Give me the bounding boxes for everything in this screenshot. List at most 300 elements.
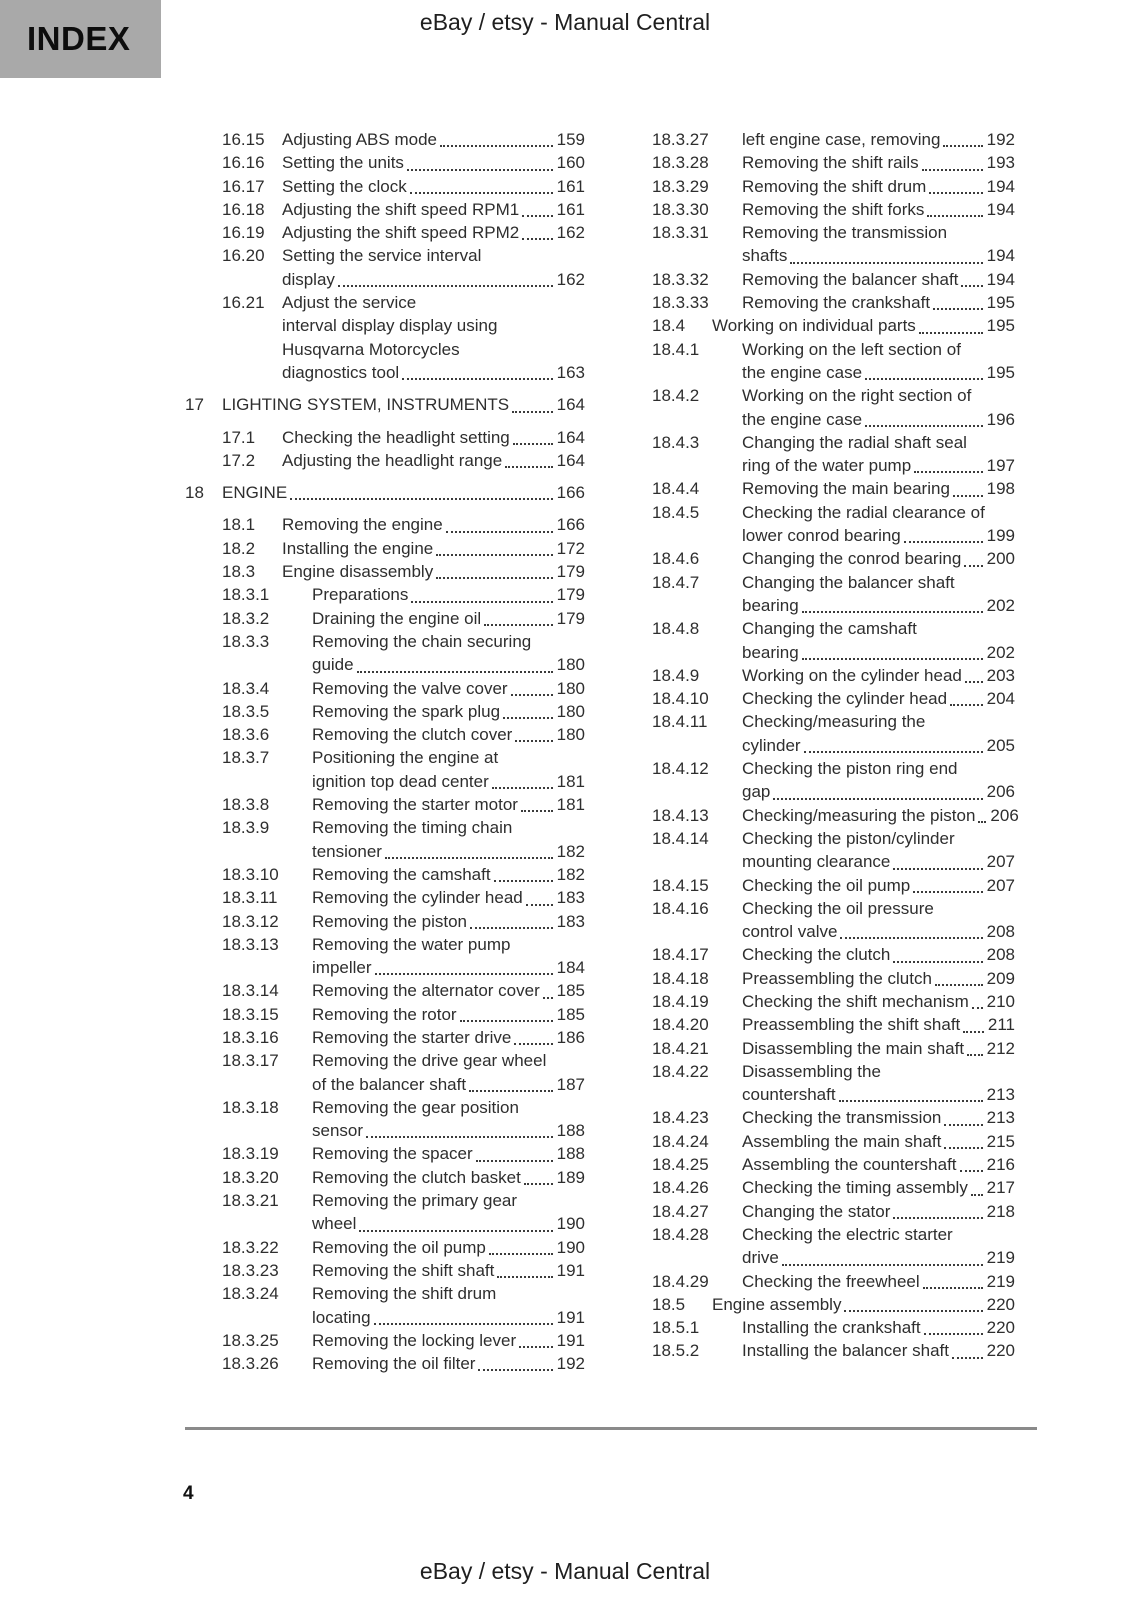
toc-entry-body	[742, 1316, 1015, 1339]
toc-entry	[222, 700, 585, 723]
toc-entry-page: 213	[986, 1085, 1015, 1105]
toc-entry-line	[312, 700, 585, 723]
toc-entry-body	[282, 560, 585, 583]
toc-entry-title: tensioner	[312, 841, 382, 861]
toc-entry	[652, 338, 1015, 385]
toc-entry-body	[282, 198, 585, 221]
toc-entry-number: 18	[185, 483, 204, 503]
toc-entry-body	[742, 990, 1015, 1013]
toc-entry-page: 219	[986, 1248, 1015, 1268]
dot-leader	[960, 1153, 983, 1172]
toc-entry-page: 199	[986, 526, 1015, 546]
toc-entry-number: 18.3.5	[222, 701, 270, 721]
toc-entry-title: ignition top dead center	[312, 771, 489, 791]
toc-entry	[652, 897, 1015, 944]
toc-entry-page: 180	[556, 701, 585, 721]
toc-entry-number: 18.4.18	[652, 968, 709, 988]
dot-leader	[978, 804, 986, 823]
dot-leader	[470, 910, 553, 929]
toc-entry-page: 219	[986, 1271, 1015, 1291]
toc-entry-line	[312, 1119, 585, 1142]
toc-entry	[652, 1130, 1015, 1153]
dot-leader	[924, 1316, 983, 1335]
toc-entry	[652, 1106, 1015, 1129]
toc-entry-number: 18.3.27	[652, 130, 709, 149]
toc-entry-title: Working on the cylinder head	[742, 665, 962, 685]
toc-entry-title: Removing the engine	[282, 515, 443, 535]
toc-entry-line	[222, 481, 585, 504]
toc-entry-number: 18.3.25	[222, 1330, 279, 1350]
toc-entry-title: countershaft	[742, 1085, 836, 1105]
toc-entry-title: drive	[742, 1248, 779, 1268]
toc-entry	[222, 677, 585, 700]
toc-entry-number: 18.3.1	[222, 585, 270, 605]
toc-entry-line	[312, 1189, 585, 1212]
toc-entry-page: 185	[556, 1004, 585, 1024]
toc-entry-line	[742, 501, 1015, 524]
toc-entry-line	[742, 1223, 1015, 1246]
toc-entry-number: 17.1	[222, 427, 256, 447]
toc-entry-body	[742, 1176, 1015, 1199]
toc-entry-number: 16.15	[222, 130, 265, 149]
toc-entry-line	[312, 1306, 585, 1329]
toc-entry-title: Disassembling the main shaft	[742, 1038, 965, 1058]
toc-entry-number: 18.3.13	[222, 934, 279, 954]
index-tab-label: INDEX	[27, 20, 131, 57]
toc-entry-page: 220	[986, 1318, 1015, 1338]
toc-entry-number: 18.5.2	[652, 1341, 700, 1361]
toc-entry-body	[282, 244, 585, 291]
toc-entry-title: Checking the headlight setting	[282, 427, 510, 447]
toc-entry-body	[742, 1223, 1015, 1270]
toc-entry-number: 16.19	[222, 223, 265, 243]
toc-entry-title: Removing the clutch basket	[312, 1167, 521, 1187]
toc-entry-page: 202	[986, 595, 1015, 615]
toc-entry-line	[742, 1060, 1015, 1083]
toc-entry-line	[742, 128, 1015, 151]
toc-entry-page: 191	[556, 1260, 585, 1280]
toc-entry-page: 216	[986, 1155, 1015, 1175]
toc-entry-body	[312, 816, 585, 863]
toc-entry-line	[312, 1096, 585, 1119]
toc-entry-number: 18.3.14	[222, 981, 279, 1001]
toc-entry-body	[712, 1293, 1015, 1316]
toc-entry	[652, 151, 1015, 174]
toc-entry-title: Engine assembly	[712, 1294, 842, 1314]
toc-entry-body	[742, 1060, 1015, 1107]
toc-entry-title: sensor	[312, 1121, 364, 1141]
toc-entry-line	[742, 361, 1015, 384]
toc-entry-title: Removing the primary gear	[312, 1191, 518, 1211]
toc-entry	[652, 1316, 1015, 1339]
toc-entry-title: Removing the camshaft	[312, 864, 491, 884]
toc-entry-page: 193	[986, 153, 1015, 173]
toc-entry-body	[742, 431, 1015, 478]
toc-entry-line	[312, 979, 585, 1002]
toc-entry-title: lower conrod bearing	[742, 526, 901, 546]
toc-entry-title: Removing the drive gear wheel	[312, 1051, 547, 1071]
toc-entry-line	[312, 746, 585, 769]
toc-entry	[652, 1200, 1015, 1223]
toc-entry	[222, 537, 585, 560]
toc-entry-body	[742, 1339, 1015, 1362]
toc-entry	[652, 827, 1015, 874]
toc-entry-title: Removing the rotor	[312, 1004, 457, 1024]
toc-entry	[652, 314, 1015, 337]
dot-leader	[385, 840, 553, 859]
toc-entry	[222, 1329, 585, 1352]
toc-entry-title: Removing the starter motor	[312, 795, 518, 815]
toc-entry-page: 162	[556, 223, 585, 243]
toc-entry-line	[742, 1200, 1015, 1223]
toc-entry-page: 163	[556, 362, 585, 382]
toc-entry-title: Adjust the service	[282, 293, 417, 313]
toc-entry-line	[282, 426, 585, 449]
toc-entry	[222, 1096, 585, 1143]
dot-leader	[802, 641, 983, 660]
toc-entry	[222, 244, 585, 291]
toc-entry-page: 186	[556, 1027, 585, 1047]
toc-entry	[652, 198, 1015, 221]
toc-entry	[652, 268, 1015, 291]
toc-entry-page: 202	[986, 642, 1015, 662]
toc-entry-line	[742, 757, 1015, 780]
toc-entry-title: Checking the piston/cylinder	[742, 828, 955, 848]
toc-entry-body	[282, 221, 585, 244]
toc-entry-line	[312, 886, 585, 909]
toc-entry-line	[742, 874, 1015, 897]
toc-entry-line	[312, 956, 585, 979]
toc-entry-line	[742, 1083, 1015, 1106]
toc-entry-title: Positioning the engine at	[312, 748, 499, 768]
toc-entry-page: 207	[986, 852, 1015, 872]
toc-entry-title: Installing the balancer shaft	[742, 1341, 949, 1361]
toc-entry-body	[312, 1142, 585, 1165]
toc-entry-body	[282, 426, 585, 449]
toc-entry	[222, 630, 585, 677]
toc-entry-title: Removing the shift forks	[742, 199, 925, 219]
footer-divider	[185, 1427, 1037, 1430]
dot-leader	[411, 583, 552, 602]
toc-entry-line	[742, 431, 1015, 454]
toc-entry-page: 182	[556, 864, 585, 884]
toc-entry	[652, 990, 1015, 1013]
toc-entry	[652, 1176, 1015, 1199]
toc-entry-line	[312, 1166, 585, 1189]
toc-entry-number: 18.3.10	[222, 864, 279, 884]
toc-entry	[222, 1189, 585, 1236]
toc-entry-number: 18.3.22	[222, 1237, 279, 1257]
toc-entry-number: 18.4.23	[652, 1108, 709, 1128]
dot-leader	[512, 393, 552, 412]
toc-entry-page: 198	[986, 479, 1015, 499]
toc-entry-page: 205	[986, 735, 1015, 755]
dot-leader	[524, 1166, 553, 1185]
dot-leader	[460, 1003, 553, 1022]
toc-entry-line	[742, 1246, 1015, 1269]
toc-entry-number: 18.3.12	[222, 911, 279, 931]
toc-entry-line	[742, 897, 1015, 920]
toc-entry-title: Working on individual parts	[712, 316, 916, 336]
toc-entry-number: 17	[185, 395, 204, 415]
dot-leader	[484, 607, 552, 626]
toc-entry-page: 159	[556, 130, 585, 149]
toc-entry	[652, 477, 1015, 500]
toc-entry-body	[312, 700, 585, 723]
toc-entry-body	[742, 1130, 1015, 1153]
toc-entry-title: Setting the service interval	[282, 246, 482, 266]
toc-entry-page: 161	[556, 176, 585, 196]
toc-entry-body	[222, 481, 585, 504]
toc-entry-number: 18.4.21	[652, 1038, 709, 1058]
dot-leader	[436, 560, 552, 579]
toc-entry-line	[282, 198, 585, 221]
toc-entry	[222, 607, 585, 630]
toc-entry-page: 194	[986, 269, 1015, 289]
toc-entry-body	[742, 874, 1015, 897]
toc-entry-page: 192	[986, 130, 1015, 149]
toc-entry	[652, 1293, 1015, 1316]
toc-entry-number: 18.4.28	[652, 1224, 709, 1244]
toc-entry-line	[742, 454, 1015, 477]
toc-entry-page: 162	[556, 269, 585, 289]
toc-entry-line	[742, 617, 1015, 640]
toc-entry	[652, 1060, 1015, 1107]
toc-column-left	[185, 128, 585, 1375]
toc-entry-number: 18.3.20	[222, 1167, 279, 1187]
toc-entry-line	[742, 384, 1015, 407]
toc-entry-title: Changing the balancer shaft	[742, 572, 955, 592]
toc-entry	[652, 1037, 1015, 1060]
toc-entry-line	[742, 990, 1015, 1013]
toc-entry-number: 18.3.4	[222, 678, 270, 698]
toc-entry-number: 18.3.24	[222, 1284, 279, 1304]
toc-entry-line	[312, 653, 585, 676]
toc-entry-page: 210	[986, 991, 1015, 1011]
toc-entry-title: Assembling the main shaft	[742, 1131, 942, 1151]
toc-entry-title: LIGHTING SYSTEM, INSTRUMENTS	[222, 395, 510, 415]
toc-entry-page: 213	[986, 1108, 1015, 1128]
toc-entry-body	[742, 943, 1015, 966]
toc-entry-page: 217	[986, 1178, 1015, 1198]
toc-entry-line	[742, 571, 1015, 594]
dot-leader	[893, 1200, 982, 1219]
dot-leader	[950, 687, 983, 706]
toc-entry-title: of the balancer shaft	[312, 1074, 467, 1094]
toc-entry-body	[742, 967, 1015, 990]
toc-entry-number: 18.4.8	[652, 619, 700, 639]
toc-entry-line	[312, 630, 585, 653]
dot-leader	[338, 268, 553, 287]
toc-entry-number: 18.3.18	[222, 1097, 279, 1117]
toc-entry-number: 18.5	[652, 1294, 686, 1314]
toc-entry	[652, 617, 1015, 664]
toc-entry-title: impeller	[312, 958, 372, 978]
toc-entry-number: 18.3.6	[222, 725, 270, 745]
toc-entry-body	[742, 571, 1015, 618]
toc-entry-number: 18.4.15	[652, 875, 709, 895]
toc-entry-line	[282, 151, 585, 174]
toc-entry-body	[312, 677, 585, 700]
toc-entry-line	[312, 1329, 585, 1352]
dot-leader	[927, 198, 982, 217]
toc-entry	[652, 1339, 1015, 1362]
toc-entry-body	[312, 863, 585, 886]
toc-entry	[222, 933, 585, 980]
toc-entry-number: 18.4.13	[652, 805, 709, 825]
toc-entry-title: Preassembling the clutch	[742, 968, 932, 988]
toc-entry-line	[312, 863, 585, 886]
toc-entry-line	[742, 943, 1015, 966]
document-footer-title: eBay / etsy - Manual Central	[419, 1558, 711, 1584]
toc-entry-number: 18.3.29	[652, 176, 709, 196]
toc-entry-number: 18.4.9	[652, 665, 700, 685]
toc-entry-number: 16.16	[222, 153, 265, 173]
toc-entry	[652, 757, 1015, 804]
toc-entry-page: 190	[556, 1214, 585, 1234]
toc-entry-title: diagnostics tool	[282, 362, 400, 382]
toc-entry-number: 16.20	[222, 246, 265, 266]
toc-entry-body	[742, 897, 1015, 944]
dot-leader	[839, 1083, 983, 1102]
toc-entry	[222, 1003, 585, 1026]
dot-leader	[804, 734, 983, 753]
toc-entry-line	[742, 804, 1019, 827]
toc-entry-body	[312, 1189, 585, 1236]
toc-entry-title: Checking the radial clearance of	[742, 502, 985, 522]
toc-entry-page: 180	[556, 655, 585, 675]
toc-entry-line	[312, 840, 585, 863]
toc-entry-title: Removing the shift drum	[312, 1284, 497, 1304]
toc-entry-page: 207	[986, 875, 1015, 895]
toc-entry-title: Removing the clutch cover	[312, 725, 513, 745]
toc-entry-title: Removing the spark plug	[312, 701, 501, 721]
toc-entry-body	[742, 1153, 1015, 1176]
dot-leader	[840, 920, 982, 939]
toc-entry-title: Removing the main bearing	[742, 479, 950, 499]
toc-entry	[652, 874, 1015, 897]
toc-entry	[652, 501, 1015, 548]
toc-entry-title: Removing the starter drive	[312, 1027, 512, 1047]
toc-entry-title: display	[282, 269, 335, 289]
toc-entry-line	[742, 1153, 1015, 1176]
toc-entry-title: Checking the oil pressure	[742, 898, 934, 918]
toc-entry	[222, 1049, 585, 1096]
toc-entry-body	[312, 1329, 585, 1352]
toc-entry	[222, 816, 585, 863]
toc-entry-page: 194	[986, 176, 1015, 196]
toc-entry	[652, 571, 1015, 618]
toc-entry-number: 18.4.2	[652, 386, 700, 406]
toc-entry	[222, 1352, 585, 1375]
toc-entry-title: Checking the timing assembly	[742, 1178, 968, 1198]
toc-entry-title: Adjusting ABS mode	[282, 130, 437, 149]
toc-entry	[222, 979, 585, 1002]
toc-entry-body	[742, 291, 1015, 314]
toc-entry-title: Adjusting the headlight range	[282, 450, 503, 470]
toc-entry-number: 18.3.15	[222, 1004, 279, 1024]
dot-leader	[923, 1270, 983, 1289]
dot-leader	[543, 979, 553, 998]
toc-entry-page: 166	[556, 483, 585, 503]
toc-entry-number: 18.4.19	[652, 991, 709, 1011]
toc-entry-number: 16.17	[222, 176, 265, 196]
dot-leader	[964, 547, 982, 566]
toc-entry-title: Removing the transmission	[742, 223, 948, 243]
toc-entry-line	[312, 1142, 585, 1165]
toc-entry-body	[742, 221, 1015, 268]
toc-entry-number: 16.18	[222, 199, 265, 219]
toc-entry-page: 190	[556, 1237, 585, 1257]
toc-entry-title: Checking the cylinder head	[742, 689, 948, 709]
toc-entry-body	[312, 910, 585, 933]
toc-entry-title: Changing the camshaft	[742, 619, 917, 639]
toc-entry-page: 164	[556, 450, 585, 470]
toc-entry-line	[312, 1073, 585, 1096]
toc-entry-title: control valve	[742, 922, 838, 942]
toc-entry-body	[712, 314, 1015, 337]
toc-entry-title: Working on the right section of	[742, 386, 972, 406]
toc-entry	[222, 221, 585, 244]
toc-entry-line	[742, 244, 1015, 267]
toc-entry-number: 18.3.7	[222, 748, 270, 768]
toc-entry-page: 181	[556, 771, 585, 791]
toc-entry-body	[312, 1026, 585, 1049]
toc-entry-title: mounting clearance	[742, 852, 891, 872]
dot-leader	[844, 1293, 982, 1312]
toc-entry-number: 18.2	[222, 538, 256, 558]
toc-entry-number: 18.4.25	[652, 1155, 709, 1175]
toc-entry-line	[312, 816, 585, 839]
toc-entry-title: Setting the units	[282, 153, 404, 173]
toc-entry-body	[282, 513, 585, 536]
toc-entry-number: 18.4.22	[652, 1061, 709, 1081]
dot-leader	[913, 874, 982, 893]
dot-leader	[944, 1106, 982, 1125]
toc-entry-line	[742, 967, 1015, 990]
toc-entry	[222, 1026, 585, 1049]
toc-entry	[652, 175, 1015, 198]
toc-entry-title: Setting the clock	[282, 176, 407, 196]
toc-entry-body	[282, 128, 585, 151]
toc-entry-title: Working on the left section of	[742, 339, 961, 359]
toc-entry-title: Disassembling the	[742, 1061, 881, 1081]
dot-leader	[893, 943, 982, 962]
toc-entry-title: Removing the shift drum	[742, 176, 927, 196]
toc-entry-number: 18.3.26	[222, 1354, 279, 1374]
toc-entry-line	[312, 677, 585, 700]
document-header-title: eBay / etsy - Manual Central	[419, 9, 711, 35]
toc-entry-number: 18.3.3	[222, 631, 270, 651]
toc-entry-page: 218	[986, 1201, 1015, 1221]
toc-entry-title: wheel	[312, 1214, 357, 1234]
toc-entry-body	[742, 1200, 1015, 1223]
dot-leader	[503, 700, 553, 719]
toc-entry-line	[742, 664, 1015, 687]
toc-entry-line	[312, 723, 585, 746]
toc-entry	[652, 687, 1015, 710]
dot-leader	[961, 268, 982, 287]
dot-leader	[514, 1026, 552, 1045]
toc-entry-line	[742, 1013, 1015, 1036]
dot-leader	[497, 1259, 552, 1278]
toc-entry-line	[742, 827, 1015, 850]
toc-entry	[222, 175, 585, 198]
toc-entry-line	[742, 1339, 1015, 1362]
toc-entry-page: 179	[556, 562, 585, 582]
toc-entry-number: 18.3.30	[652, 199, 709, 219]
toc-entry-title: ENGINE	[222, 483, 288, 503]
